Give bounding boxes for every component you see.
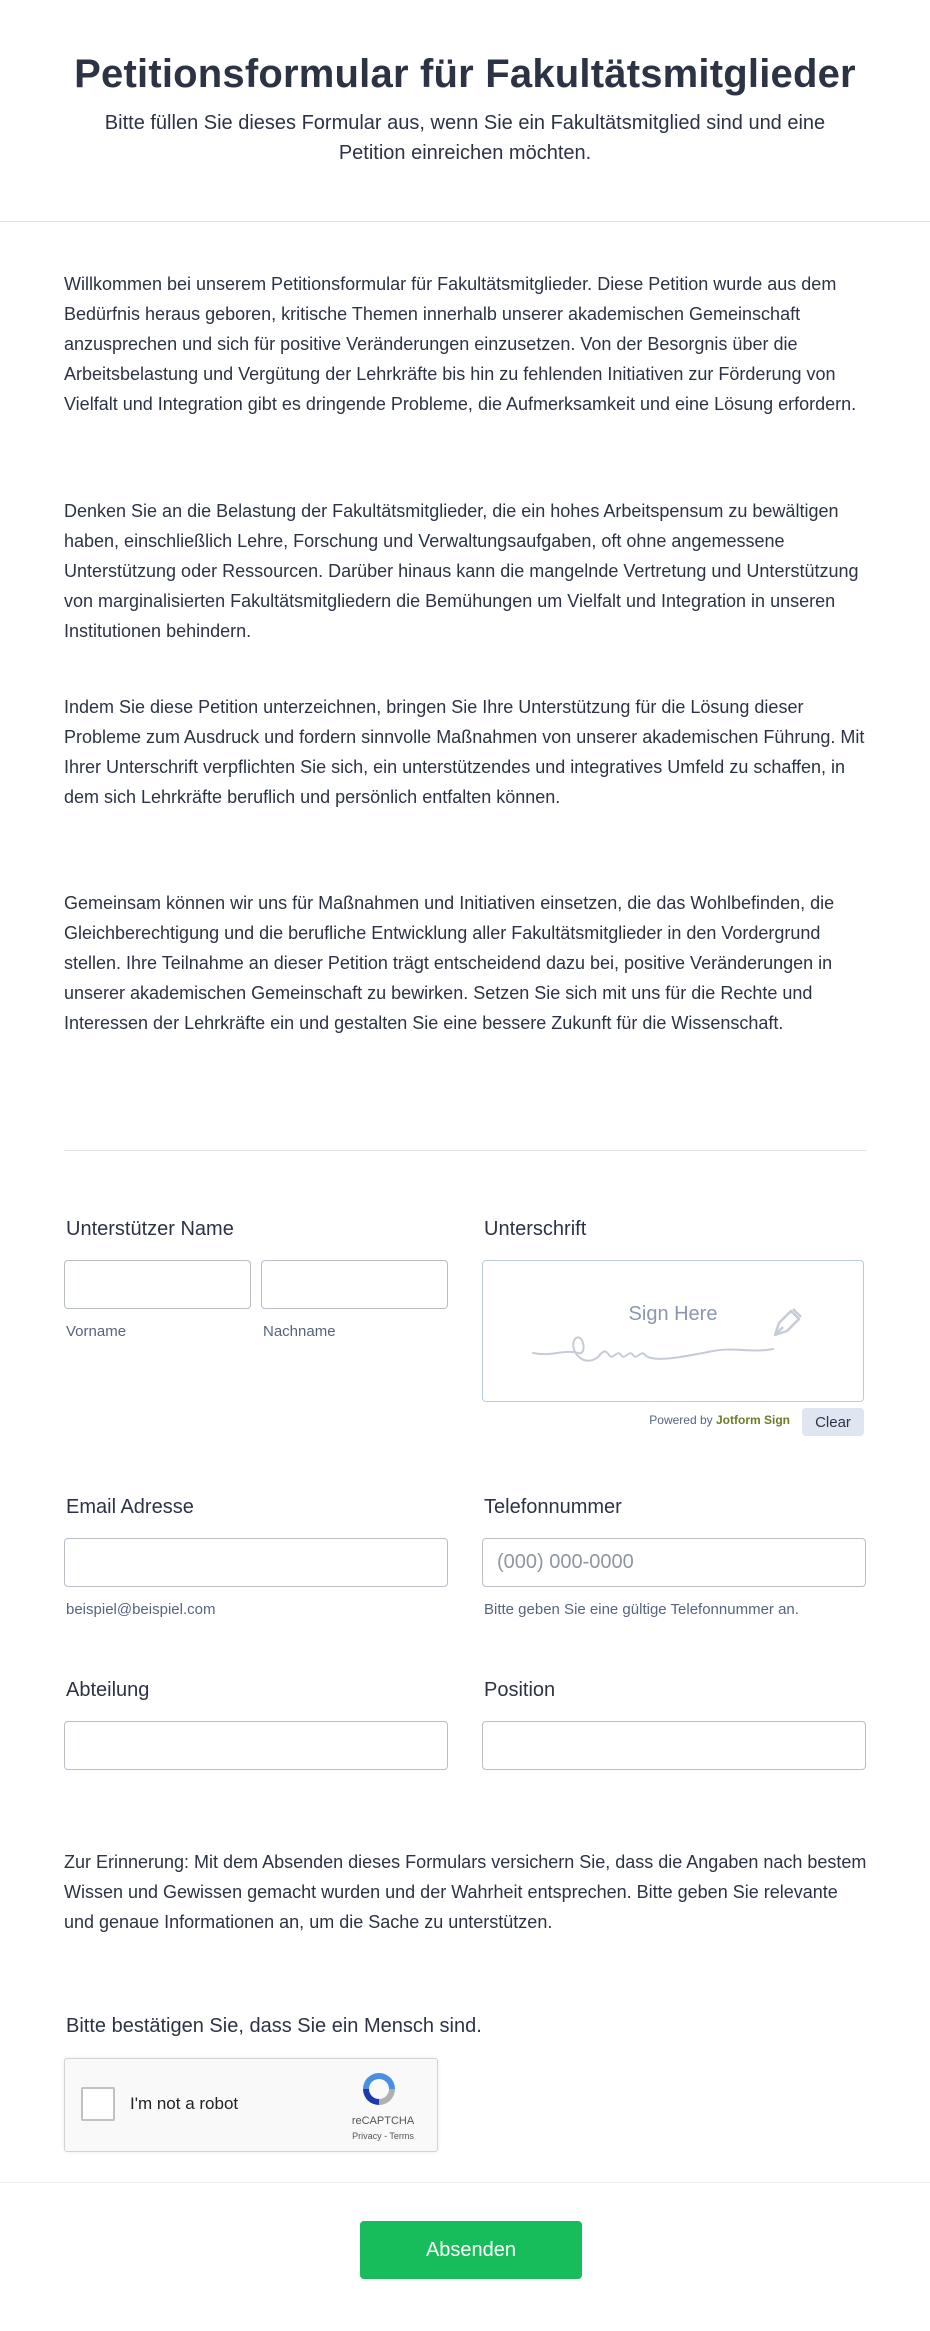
signature-pad[interactable] xyxy=(482,1260,864,1402)
department-label: Abteilung xyxy=(66,1679,150,1701)
email-sublabel: beispiel@beispiel.com xyxy=(66,1601,216,1618)
department-input[interactable] xyxy=(64,1721,448,1770)
name-label: Unterstützer Name xyxy=(66,1218,234,1240)
intro-paragraph: Indem Sie diese Petition unterzeichnen, bringen Sie Ihre Unterstützung für die Lösung dieser Probleme zum Ausdruck und fordern sinnvolle Maßnahmen von unserer akademischen Führung. Mit Ihrer Unterschrift verpflichten Sie sich, ein unterstützendes und integratives Umfeld zu schaffen, in dem sich Lehrkräfte beruflich und persönlich entfalten können. xyxy=(64,697,865,807)
position-label: Position xyxy=(484,1679,556,1701)
phone-input[interactable] xyxy=(482,1538,866,1587)
first-name-input[interactable] xyxy=(64,1260,251,1309)
position-input[interactable] xyxy=(482,1721,866,1770)
form-header xyxy=(0,0,930,222)
recaptcha-logo-icon xyxy=(359,2069,399,2109)
recaptcha-checkbox[interactable] xyxy=(81,2087,115,2121)
recaptcha-widget xyxy=(64,2058,438,2152)
powered-by xyxy=(649,1413,790,1427)
phone-sublabel: Bitte geben Sie eine gültige Telefonnummer an. xyxy=(484,1601,799,1618)
recaptcha-brand: reCAPTCHA xyxy=(351,2115,415,2127)
last-name-input[interactable] xyxy=(261,1260,448,1309)
recaptcha-terms[interactable]: Privacy - Terms xyxy=(352,2131,414,2141)
last-name-sublabel: Nachname xyxy=(263,1323,336,1340)
reminder-text: Zur Erinnerung: Mit dem Absenden dieses Formulars versichern Sie, dass die Angaben nach bestem Wissen und Gewissen gemacht wurden und der Wahrheit entsprechen. Bitte geben Sie relevante und genaue Informationen an, um die Sache zu unterstützen. xyxy=(64,1852,867,1932)
powered-by-brand: Jotform Sign xyxy=(716,1413,790,1427)
form-title: Petitionsformular für Fakultätsmitglieder xyxy=(74,52,856,96)
footer-divider xyxy=(0,2182,930,2183)
email-label: Email Adresse xyxy=(66,1496,194,1518)
signature-label: Unterschrift xyxy=(484,1218,587,1240)
first-name-sublabel: Vorname xyxy=(66,1323,127,1340)
pen-nib-icon xyxy=(767,1303,807,1343)
section-divider xyxy=(64,1150,866,1151)
recaptcha-checkbox-label: I'm not a robot xyxy=(130,2094,239,2113)
intro-paragraph: Denken Sie an die Belastung der Fakultätsmitglieder, die ein hohes Arbeitspensum zu bewältigen haben, einschließlich Lehre, Forschung und Verwaltungsaufgaben, oft ohne angemessene Unterstützung oder Ressourcen. Darüber hinaus kann die mangelnde Vertretung und Unterstützung von marginalisierten Fakultätsmitgliedern die Bemühungen um Vielfalt und Integration in unseren Institutionen behindern. xyxy=(64,501,859,641)
signature-squiggle-icon xyxy=(483,1261,865,1403)
signature-placeholder: Sign Here xyxy=(628,1303,718,1325)
phone-label: Telefonnummer xyxy=(484,1496,622,1518)
powered-by-text: Powered by xyxy=(649,1413,713,1427)
intro-paragraph: Willkommen bei unserem Petitionsformular für Fakultätsmitglieder. Diese Petition wurde aus dem Bedürfnis heraus geboren, kritische Themen innerhalb unserer akademischen Gemeinschaft anzusprechen und sich für positive Veränderungen einzusetzen. Von der Besorgnis über die Arbeitsbelastung und Vergütung der Lehrkräfte bis hin zu fehlenden Initiativen zur Förderung von Vielfalt und Integration gibt es dringende Probleme, die Aufmerksamkeit und eine Lösung erfordern. xyxy=(64,274,857,414)
clear-signature-button[interactable]: Clear xyxy=(802,1408,864,1436)
email-input[interactable] xyxy=(64,1538,448,1587)
submit-button[interactable]: Absenden xyxy=(360,2221,582,2279)
form-subtitle: Bitte füllen Sie dieses Formular aus, wenn Sie ein Fakultätsmitglied sind und eine Petition einreichen möchten. xyxy=(104,112,826,164)
intro-paragraph: Gemeinsam können wir uns für Maßnahmen und Initiativen einsetzen, die das Wohlbefinden, die Gleichberechtigung und die berufliche Entwicklung aller Fakultätsmitglieder in den Vordergrund stellen. Ihre Teilnahme an dieser Petition trägt entscheidend dazu bei, positive Veränderungen in unserer akademischen Gemeinschaft zu bewirken. Setzen Sie sich mit uns für die Rechte und Interessen der Lehrkräfte ein und gestalten Sie eine bessere Zukunft für die Wissenschaft. xyxy=(64,893,835,1033)
captcha-label: Bitte bestätigen Sie, dass Sie ein Mensch sind. xyxy=(66,2015,482,2037)
